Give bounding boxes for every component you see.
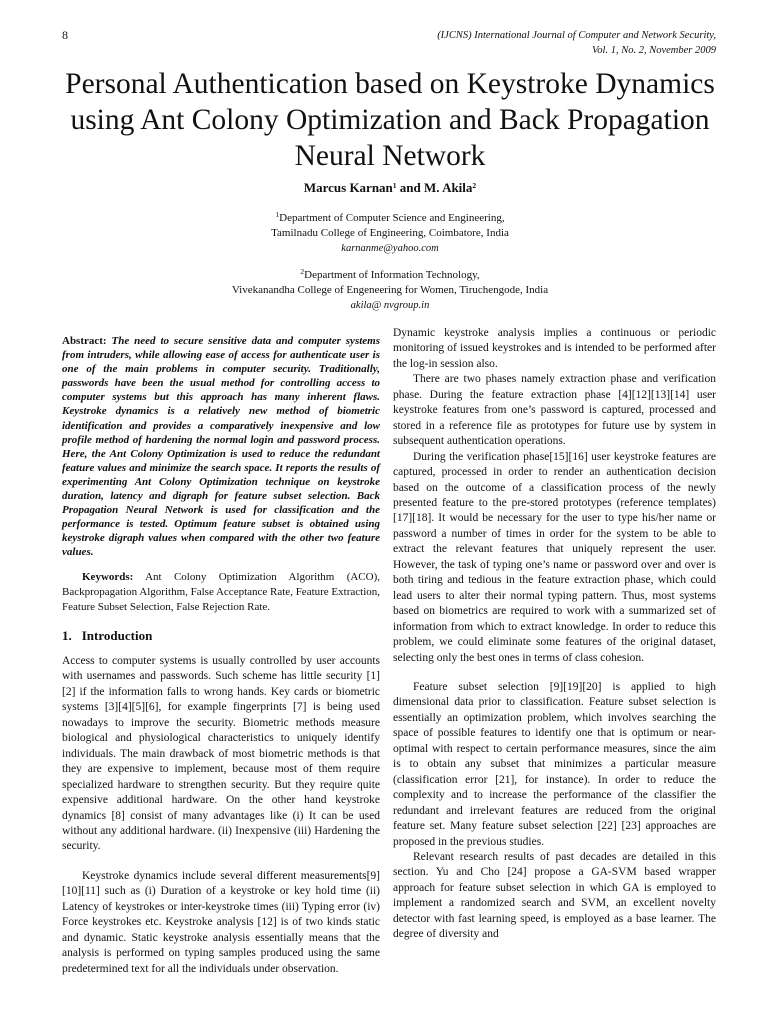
section-number: 1. bbox=[62, 628, 72, 643]
journal-name: (IJCNS) International Journal of Computer and Network Security, bbox=[437, 30, 716, 41]
paragraph: There are two phases namely extraction phase and verification phase. During the feature extraction phase [4][12][13][14] user keystroke features from one’s password is captured, processed and stored in a reference file as prototypes for future use by system in subsequent authentication operations. bbox=[393, 373, 716, 448]
paragraph: Keystroke dynamics include several different measurements[9][10][11] such as (i) Duration of a keystroke or key hold time (ii) Latency of keystrokes or inter-keystroke times (iii) Typing error (iv) Force keystrokes etc. Keystroke analysis [12] is of two kinds static and dynamic. Static keystroke analysis essentially means that the analysis is performed on typing samples produced using the same predetermined text for all the individuals under observation. bbox=[62, 869, 380, 975]
affiliation-2 bbox=[40, 268, 740, 313]
affiliation-email: karnanme@yahoo.com bbox=[341, 243, 439, 254]
page-number: 8 bbox=[62, 28, 68, 42]
abstract bbox=[62, 334, 380, 560]
affiliation-college: Tamilnadu College of Engineering, Coimbatore, India bbox=[271, 227, 509, 239]
paper-title: Personal Authentication based on Keystroke Dynamics using Ant Colony Optimization and Back Propagation Neural Network bbox=[65, 68, 715, 172]
keywords-text: Ant Colony Optimization Algorithm (ACO), Backpropagation Algorithm, False Acceptance Rate, Feature Extraction, Feature Subset Selection, False Rejection Rate. bbox=[62, 571, 380, 613]
left-column-body bbox=[62, 654, 380, 977]
journal-header bbox=[296, 28, 716, 58]
author-superscript: 1 bbox=[392, 181, 397, 190]
paragraph: During the verification phase[15][16] user keystroke features are captured, processed in order to render an authentication decision based on the outcome of a classification process of the newly presented feature to the pre-stored prototypes (reference templates) [17][18]. It would be necessary for the user to type his/her name or password a number of times in order for the system to be able to extract the relevant features that uniquely represent the user. However, the task of typing one’s name or password over and over is both tiring and tedious in the feature extraction phase, which could lead users to alter their normal typing pattern. Thus, most systems based on biometrics are required to work with a summarized set of information from which to extract knowledge. In order to reduce this problem, we could eliminate some features of the original dataset, selecting only the best ones in terms of class cohesion. bbox=[393, 450, 716, 664]
journal-volume: Vol. 1, No. 2, November 2009 bbox=[592, 45, 716, 56]
affiliation-superscript: 2 bbox=[300, 267, 305, 276]
right-column-body bbox=[393, 326, 716, 943]
affiliation-dept: Department of Information Technology, bbox=[304, 269, 480, 281]
section-heading bbox=[62, 628, 380, 644]
affiliation-1 bbox=[40, 211, 740, 256]
author-line bbox=[40, 180, 740, 196]
abstract-text: The need to secure sensitive data and computer systems from intruders, while allowing ease of access for authenticate user is one of the main problems in computer security. Traditionally, passwords have been the usual method for controlling access to computer systems but this approach has many inherent flaws. Keystroke dynamics is a relatively new method of biometric identification and provides a comparatively inexpensive and low profile method of hardening the normal login and password process. Here, the Ant Colony Optimization is used to reduce the redundant feature values and minimize the search space. It reports the results of experimenting Ant Colony Optimization technique on keystroke duration, latency and digraph for feature subset selection. Back Propagation Neural Network is used for classification and the performance is tested. Optimum feature subset is obtained using keystroke digraph values when compared with the other two feature values. bbox=[62, 335, 380, 559]
affiliation-college: Vivekanandha College of Engeneering for Women, Tiruchengode, India bbox=[231, 284, 549, 296]
affiliation-email: akila@ nvgroup.in bbox=[350, 300, 430, 311]
section-title: Introduction bbox=[81, 628, 153, 643]
keywords-label: Keywords: bbox=[82, 571, 134, 583]
paragraph: Dynamic keystroke analysis implies a continuous or periodic monitoring of issued keystrokes and is intended to be performed after the log-in session also. bbox=[393, 327, 716, 370]
keywords bbox=[62, 570, 380, 615]
paragraph: Access to computer systems is usually controlled by user accounts with usernames and passwords. Such scheme has little security [1][2] if the information falls to wrong hands. Key cards or biometric systems [3][4][5][6], for example fingerprints [7] is being used nowadays to improve the security. Biometric methods measure biological and physiological characteristics to uniquely identify individuals. The main drawback of most biometric methods is that they are expensive to implement, because most of them require specialized hardware to strengthen security. But they require quite expensive additional hardware. On the other hand keystroke dynamics [8] consist of many advantages like (i) It can be used without any additional hardware. (ii) Inexpensive (iii) Hardening the security. bbox=[62, 655, 380, 853]
abstract-label: Abstract: bbox=[62, 335, 107, 347]
paragraph: Relevant research results of past decades are detailed in this section. Yu and Cho [24] propose a GA-SVM based wrapper approach for feature subset selection in which GA is employed to implement a randomized search and SVM, an excellent novelty detector with fast learning speed, is employed as a base learner. The degree of diversity and bbox=[393, 850, 716, 941]
author-name: M. Akila bbox=[424, 180, 473, 195]
affiliation-dept: Department of Computer Science and Engineering, bbox=[279, 212, 505, 224]
paragraph: Feature subset selection [9][19][20] is applied to high dimensional data prior to classification. Feature subset selection is essentially an optimization problem, which involves searching the space of possible features to identify one that is optimum or near-optimal with respect to certain performance measures, since the aim is to obtain any subset that minimizes a particular measure (classification error [21], for instance). In order to reduce the complexity and to increase the performance of the classifier the redundant and irrelevant features are reduced from the original feature set. Many feature subset selection [22] [23] approaches are proposed in the previous studies. bbox=[393, 680, 716, 848]
author-conjunction: and bbox=[396, 180, 425, 195]
author-name: Marcus Karnan bbox=[303, 180, 393, 195]
affiliation-superscript: 1 bbox=[275, 210, 280, 219]
author-superscript: 2 bbox=[472, 181, 477, 190]
